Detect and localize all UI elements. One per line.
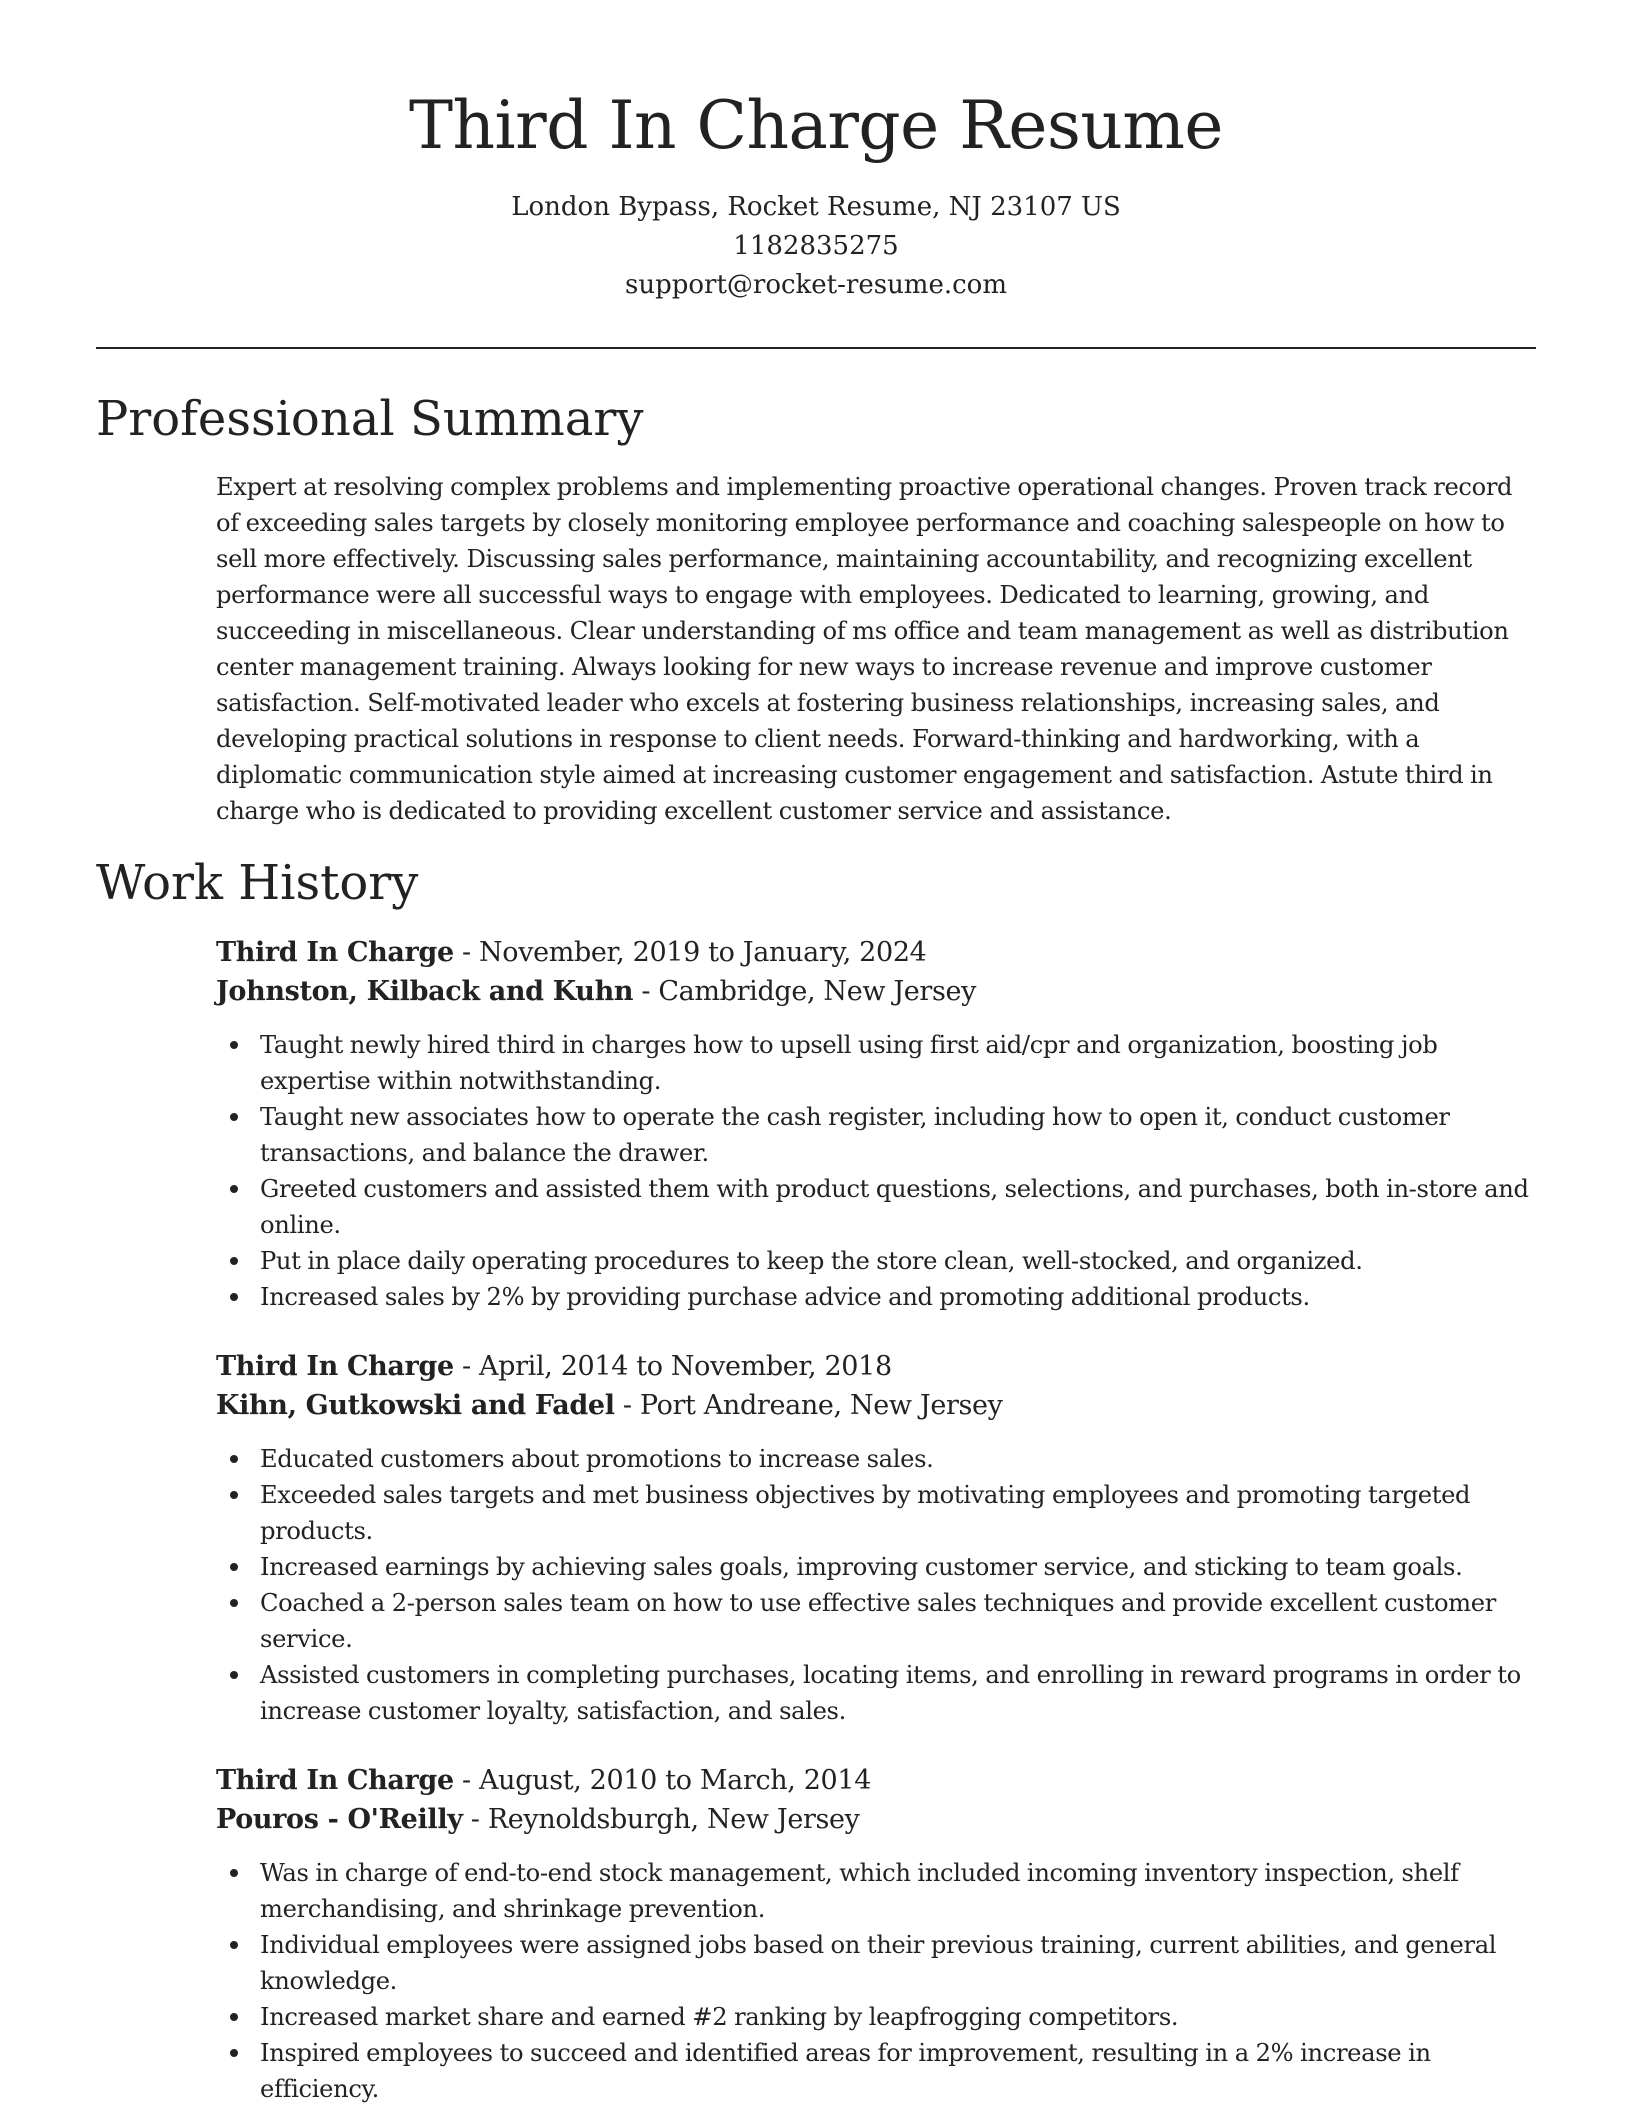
bullet-icon bbox=[230, 1941, 238, 1949]
bullet-icon bbox=[230, 1491, 238, 1499]
bullet-text: Increased sales by 2% by providing purchase advice and promoting additional products. bbox=[260, 1283, 1310, 1311]
bullet-icon bbox=[230, 1113, 238, 1121]
bullet-icon bbox=[230, 1185, 238, 1193]
job-location: - Port Andreane, New Jersey bbox=[614, 1390, 1003, 1421]
job-dates: - April, 2014 to November, 2018 bbox=[453, 1351, 892, 1382]
job-company-line bbox=[216, 1386, 1536, 1425]
address: London Bypass, Rocket Resume, NJ 23107 US bbox=[511, 192, 1121, 222]
summary-text: Expert at resolving complex problems and implementing proactive operational changes. Proven track record of exceeding sales targets by closely monitoring employee performance and coaching salespeople on how to sell more effectively. Discussing sales performance, maintaining accountability, and recognizing excellent performance were all successful ways to engage with employees. Dedicated to learning, growing, and succeeding in miscellaneous. Clear understanding of ms office and team management as well as distribution center management training. Always looking for new ways to increase revenue and improve customer satisfaction. Self-motivated leader who excels at fostering business relationships, increasing sales, and developing practical solutions in response to client needs. Forward-thinking and hardworking, with a diplomatic communication style aimed at increasing customer engagement and satisfaction. Astute third in charge who is dedicated to providing excellent customer service and assistance. bbox=[216, 473, 1513, 825]
bullet-text: Assisted customers in completing purchases, locating items, and enrolling in reward programs in order to increase customer loyalty, satisfaction, and sales. bbox=[260, 1661, 1521, 1725]
phone: 1182835275 bbox=[733, 231, 899, 261]
list-item bbox=[216, 1549, 1536, 1585]
list-item bbox=[216, 1441, 1536, 1477]
bullet-text: Put in place daily operating procedures to keep the store clean, well-stocked, and organized. bbox=[260, 1247, 1363, 1275]
bullet-icon bbox=[230, 1563, 238, 1571]
bullet-icon bbox=[230, 1671, 238, 1679]
job-bullets bbox=[216, 1855, 1536, 2107]
bullet-text: Taught newly hired third in charges how to upsell using first aid/cpr and organization, boosting job expertise within notwithstanding. bbox=[260, 1031, 1438, 1095]
job-company-line bbox=[216, 972, 1536, 1011]
list-item bbox=[216, 1855, 1536, 1927]
bullet-text: Coached a 2-person sales team on how to use effective sales techniques and provide excellent customer service. bbox=[260, 1589, 1496, 1653]
bullet-text: Individual employees were assigned jobs based on their previous training, current abilities, and general knowledge. bbox=[260, 1931, 1497, 1995]
bullet-text: Taught new associates how to operate the cash register, including how to open it, conduct customer transactions, and balance the drawer. bbox=[260, 1103, 1450, 1167]
job-dates: - November, 2019 to January, 2024 bbox=[453, 937, 927, 968]
job-entry bbox=[216, 1347, 1536, 1729]
resume-header bbox=[96, 0, 1536, 305]
email: support@rocket-resume.com bbox=[624, 270, 1007, 300]
bullet-icon bbox=[230, 2013, 238, 2021]
job-title-line bbox=[216, 1347, 1536, 1386]
list-item bbox=[216, 1027, 1536, 1099]
job-role: Third In Charge bbox=[216, 1351, 454, 1382]
bullet-icon bbox=[230, 1599, 238, 1607]
summary-heading: Professional Summary bbox=[96, 391, 644, 447]
job-company: Johnston, Kilback and Kuhn bbox=[216, 976, 634, 1007]
list-item bbox=[216, 1477, 1536, 1549]
job-role: Third In Charge bbox=[216, 1765, 454, 1796]
list-item bbox=[216, 1171, 1536, 1243]
bullet-text: Exceeded sales targets and met business objectives by motivating employees and promoting targeted products. bbox=[260, 1481, 1471, 1545]
job-location: - Cambridge, New Jersey bbox=[633, 976, 977, 1007]
job-bullets bbox=[216, 1441, 1536, 1729]
bullet-text: Was in charge of end-to-end stock management, which included incoming inventory inspection, shelf merchandising, and shrinkage prevention. bbox=[260, 1859, 1459, 1923]
bullet-icon bbox=[230, 1041, 238, 1049]
job-entry bbox=[216, 1761, 1536, 2107]
job-entry bbox=[216, 933, 1536, 1315]
header-divider bbox=[96, 347, 1536, 349]
list-item bbox=[216, 1279, 1536, 1315]
bullet-icon bbox=[230, 1257, 238, 1265]
resume-page bbox=[96, 0, 1536, 2107]
list-item bbox=[216, 1999, 1536, 2035]
job-company-line bbox=[216, 1800, 1536, 1839]
bullet-text: Increased earnings by achieving sales goals, improving customer service, and sticking to team goals. bbox=[260, 1553, 1463, 1581]
job-bullets bbox=[216, 1027, 1536, 1315]
job-title-line bbox=[216, 933, 1536, 972]
job-company: Kihn, Gutkowski and Fadel bbox=[216, 1390, 615, 1421]
bullet-text: Educated customers about promotions to increase sales. bbox=[260, 1445, 934, 1473]
list-item bbox=[216, 2035, 1536, 2107]
list-item bbox=[216, 1099, 1536, 1171]
bullet-icon bbox=[230, 2049, 238, 2057]
job-company: Pouros - O'Reilly bbox=[216, 1804, 463, 1835]
contact-block bbox=[96, 188, 1536, 305]
bullet-text: Increased market share and earned #2 ranking by leapfrogging competitors. bbox=[260, 2003, 1179, 2031]
list-item bbox=[216, 1927, 1536, 1999]
job-dates: - August, 2010 to March, 2014 bbox=[453, 1765, 872, 1796]
job-location: - Reynoldsburgh, New Jersey bbox=[462, 1804, 860, 1835]
list-item bbox=[216, 1585, 1536, 1657]
bullet-text: Inspired employees to succeed and identified areas for improvement, resulting in a 2% increase in efficiency. bbox=[260, 2039, 1431, 2103]
resume-title: Third In Charge Resume bbox=[409, 87, 1223, 164]
bullet-text: Greeted customers and assisted them with product questions, selections, and purchases, both in-store and online. bbox=[260, 1175, 1529, 1239]
bullet-icon bbox=[230, 1293, 238, 1301]
list-item bbox=[216, 1243, 1536, 1279]
job-title-line bbox=[216, 1761, 1536, 1800]
bullet-icon bbox=[230, 1455, 238, 1463]
bullet-icon bbox=[230, 1869, 238, 1877]
work-history-heading: Work History bbox=[96, 855, 419, 911]
job-role: Third In Charge bbox=[216, 937, 454, 968]
list-item bbox=[216, 1657, 1536, 1729]
work-history-list bbox=[216, 933, 1536, 2107]
